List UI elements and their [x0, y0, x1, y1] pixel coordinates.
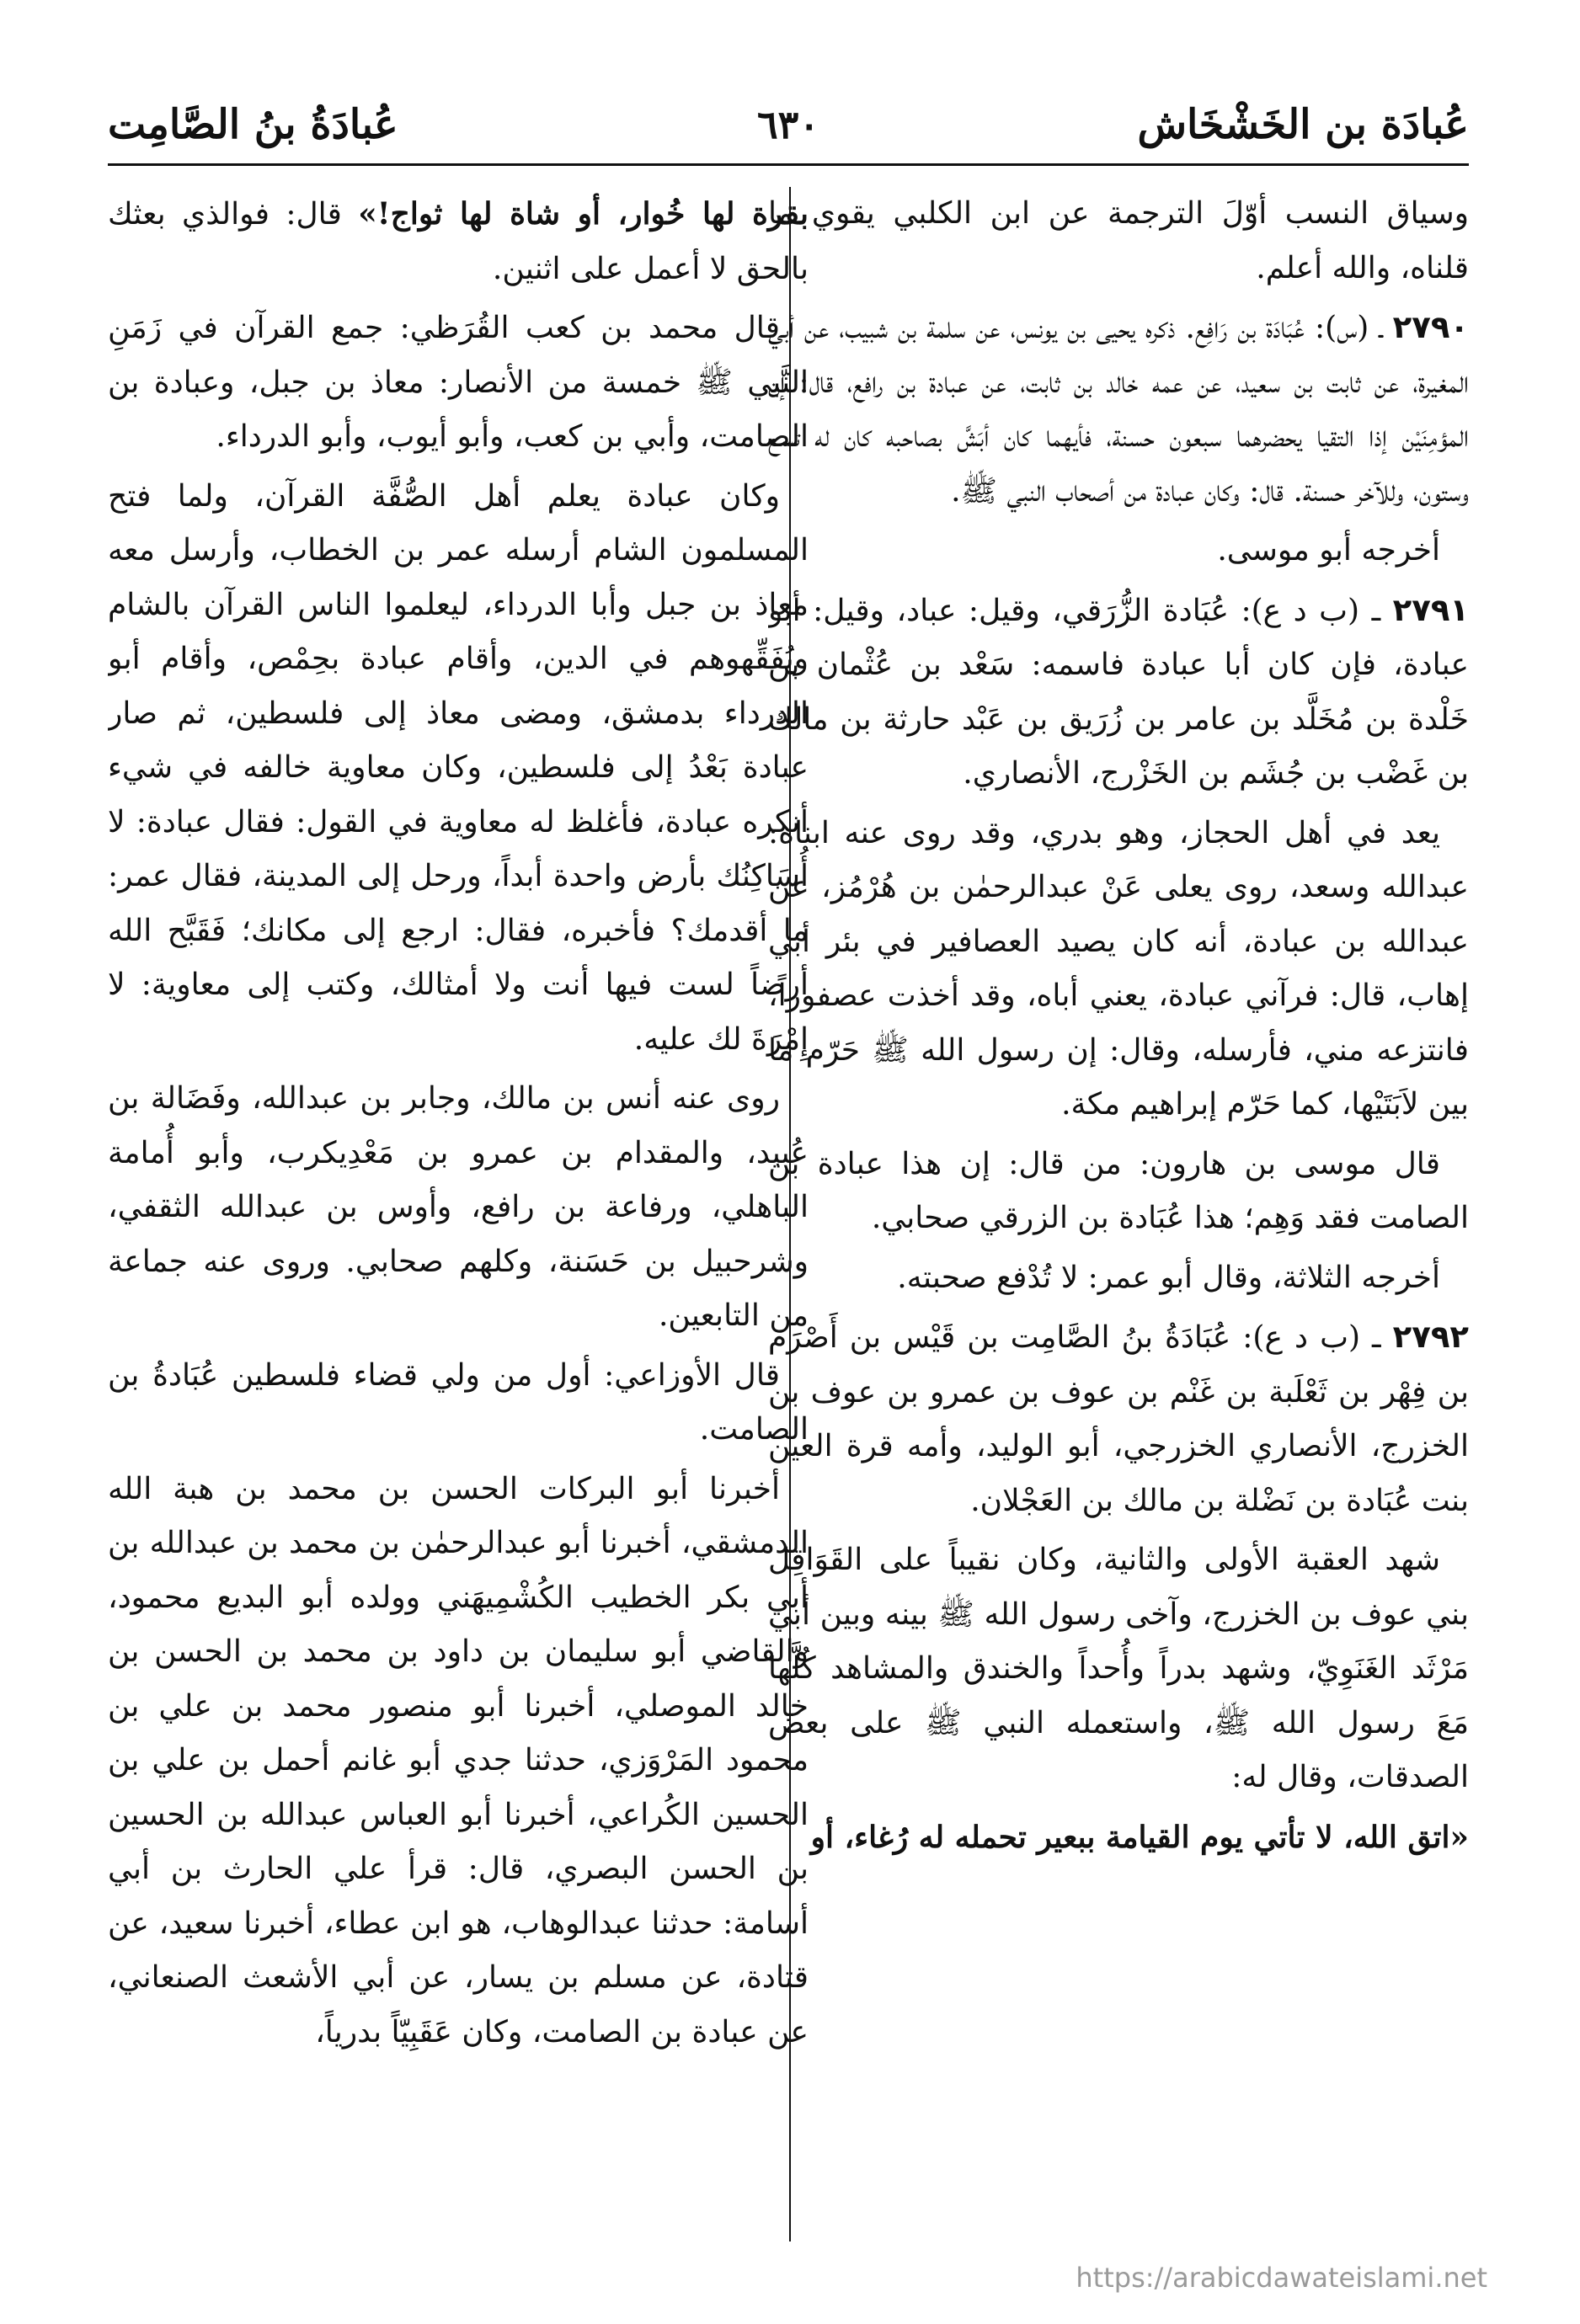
- entry-2790: [768, 301, 1469, 519]
- paragraph-nasab: وسياق النسب أوّلَ الترجمة عن ابن الكلبي يقوي ما قلناه، والله أعلم.: [768, 196, 1469, 285]
- paragraph-suffa: وكان عبادة يعلم أهل الصُّفَّة القرآن، ولما فتح المسلمون الشام أرسله عمر بن الخطاب، وأرسل معه معاذ بن جبل وأبا الدرداء، ليعلموا الناس القرآن بالشام ويُفَقِّهوهم في الدين، وأقام عبادة بحِمْص، وأقام أبو الدرداء بدمشق، ومضى معاذ إلى فلسطين، ثم صار عبادة بَعْدُ إلى فلسطين، وكان معاوية خالفه في شيء أنكره عبادة، فأغلظ له معاوية في القول: فقال عبادة: لا أُسَاكِنُك بأرض واحدة أبداً، ورحل إلى المدينة، فقال عمر: ما أقدمك؟ فأخبره، فقال: ارجع إلى مكانك؛ فَقَبَّح الله أرضاً لست فيها أنت ولا أمثالك، وكتب إلى معاوية: لا إِمْرَةَ لك عليه.: [108, 478, 809, 1057]
- paragraph-baqara: [108, 187, 809, 296]
- entry-number: ٢٧٩٠: [1392, 309, 1469, 345]
- header-right-title: عُبادَة بن الخَشْخَاش: [1137, 101, 1469, 148]
- watermark-url: https://arabicdawateislami.net: [1076, 2262, 1487, 2294]
- paragraph-isnad: أخبرنا أبو البركات الحسن بن محمد بن هبة الله الدمشقي، أخبرنا أبو عبدالرحمٰن بن محمد بن عبدالله بن أبي بكر الخطيب الكُشْمِيهَني وولده أبو البديع محمود، والقاضي أبو سليمان بن داود بن محمد بن الحسن بن خالد الموصلي، أخبرنا أبو منصور محمد بن علي بن محمود المَرْوَزي، حدثنا جدي أبو غانم أحمل بن علي بن الحسين الكُراعي، أخبرنا أبو العباس عبدالله بن الحسين بن الحسن البصري، قال: قرأ علي الحارث بن أبي أسامة: حدثنا عبدالوهاب، هو ابن عطاء، أخبرنا سعيد، عن قتادة، عن مسلم بن يسار، عن أبي الأشعث الصنعاني، عن عبادة بن الصامت، وكان عَقَبِيّاً بدرياً،: [108, 1471, 809, 2049]
- entry-2792: [768, 1310, 1469, 1528]
- running-header: [108, 93, 1469, 166]
- paragraph-qurazi: قال محمد بن كعب القُرَظي: جمع القرآن في زَمَنِ النَّبي ﷺ خمسة من الأنصار: معاذ بن جبل، وعبادة بن الصامت، وأبي بن كعب، وأبو أيوب، وأبو الدرداء.: [108, 311, 809, 454]
- entry-number: ٢٧٩١: [1392, 591, 1469, 628]
- paragraph-text: قال: فوالذي بعثك بالحق لا أعمل على اثنين.: [108, 197, 809, 286]
- hadith-quote: «اتق الله، لا تأتي يوم القيامة ببعير تحمله له رُغاء، أو: [810, 1819, 1469, 1855]
- paragraph-shahid: شهد العقبة الأولى والثانية، وكان نقيباً على القَوَاقِل بني عوف بن الخزرج، وآخى رسول الله ﷺ بينه وبين أبي مَرْثَد الغَنَوِيّ، وشهد بدراً وأُحداً والخندق والمشاهد كُلَّها مَعَ رسول الله ﷺ، واستعمله النبي ﷺ على بعض الصدقات، وقال له:: [768, 1543, 1469, 1794]
- header-left-title: عُبادَةُ بنُ الصَّامِت: [108, 101, 398, 148]
- page-number: ٦٣٠: [756, 102, 820, 147]
- entry-text: ـ (س): عُبَادَة بن رَافِع. ذكره يحيى بن يونس، عن سلمة بن شبيب، عن أبي المغيرة، عن ثابت بن سعيد، عن عمه خالد بن ثابت، عن عبادة بن رافع، قال: إن المؤمِنَيْن إذا التقيا يحضرهما سبعون حسنة، فأيهما كان أبَشَّ بصاحبه كان له تسع وستون، وللآخر حسنة. قال: وكان عبادة من أصحاب النبي ﷺ.: [768, 311, 1469, 509]
- paragraph-takhrij: أخرجه أبو موسى.: [1217, 533, 1440, 568]
- paragraph-yuadd: يعد في أهل الحجاز، وهو بدري، وقد روى عنه ابناه: عبدالله وسعد، روى يعلى عَنْ عبدالرحمٰن بن هُرْمُز، عن عبدالله بن عبادة، أنه كان يصيد العصافير في بئر أبي إهاب، قال: فرآني عبادة، يعني أباه، وقد أخذت عصفوراً، فانتزعه مني، فأرسله، وقال: إن رسول الله ﷺ حَرّم ما بين لاَبَتَيْها، كما حَرّم إبراهيم مكة.: [768, 815, 1469, 1122]
- paragraph-thalatha: أخرجه الثلاثة، وقال أبو عمر: لا تُدْفع صحبته.: [897, 1260, 1440, 1295]
- right-column: [768, 187, 1469, 2250]
- entry-number: ٢٧٩٢: [1392, 1319, 1469, 1355]
- paragraph-awzai: قال الأوزاعي: أول من ولي قضاء فلسطين عُبَادةُ بن الصامت.: [108, 1357, 809, 1447]
- entry-text: ـ (ب د ع): عُبَادَةُ بنُ الصَّامِت بن قَيْس بن أَصْرَم بن فِهْر بن ثَعْلَبة بن غَنْم بن عوف بن عمرو بن عوف بن الخزرج، الأنصاري الخزرجي، أبو الوليد، وأمه قرة العين بنت عُبَادة بن نَضْلة بن مالك بن العَجْلان.: [768, 1320, 1469, 1518]
- paragraph-musa-harun: قال موسى بن هارون: من قال: إن هذا عبادة بن الصامت فقد وَهِم؛ هذا عُبَادة بن الزرقي صحابي.: [768, 1146, 1469, 1235]
- paragraph-rawa: روى عنه أنس بن مالك، وجابر بن عبدالله، وفَضَالة بن عُبيد، والمقدام بن عمرو بن مَعْدِيكرب، وأبو أُمامة الباهلي، ورفاعة بن رافع، وأوس بن عبدالله الثقفي، وشرحبيل بن حَسَنة، وكلهم صحابي. وروى عنه جماعة من التابعين.: [108, 1081, 809, 1333]
- left-column: [108, 187, 809, 2250]
- entry-2791: [768, 584, 1469, 802]
- entry-text: ـ (ب د ع): عُبَادة الزُّرَقي، وقيل: عباد، وقيل: أبو عبادة، فإن كان أبا عبادة فاسمه: سَعْد بن عُثْمان بن خَلْدة بن مُخَلَّد بن عامر بن زُرَيق بن عَبْد حارثة بن مالك بن غَضْب بن جُشَم بن الخَزْرج، الأنصاري.: [768, 593, 1469, 791]
- hadith-quote-end: بقرة لها خُوار، أو شاة لها ثواج!»: [358, 196, 809, 232]
